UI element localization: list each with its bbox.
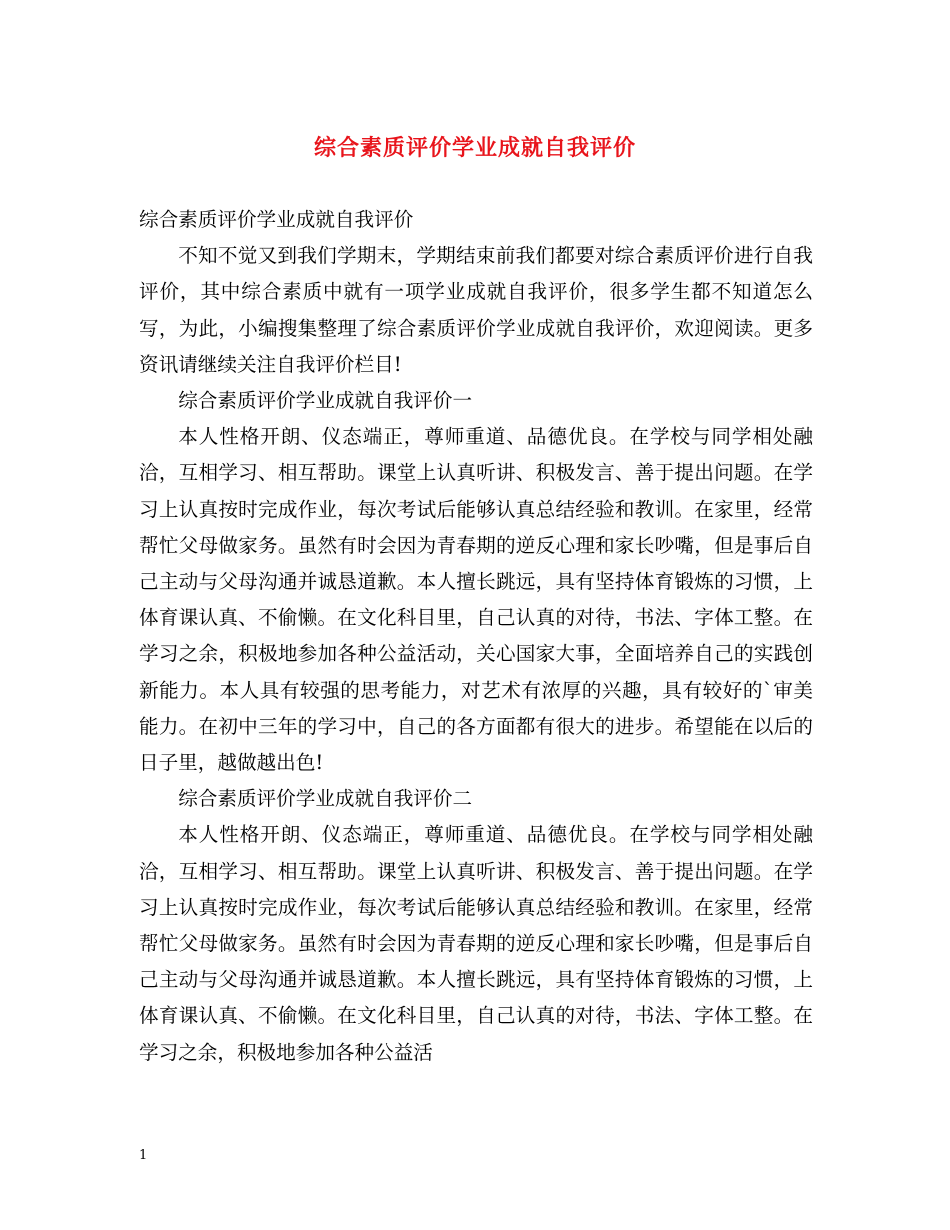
page-number: 1 [139, 1148, 148, 1163]
intro-paragraph: 不知不觉又到我们学期末，学期结束前我们都要对综合素质评价进行自我评价，其中综合素质中就有一项学业成就自我评价，很多学生都不知道怎么写，为此，小编搜集整理了综合素质评价学业成就自我评价，欢迎阅读。更多资讯请继续关注自我评价栏目! [139, 244, 813, 376]
section-two-paragraph: 本人性格开朗、仪态端正，尊师重道、品德优良。在学校与同学相处融洽，互相学习、相互帮助。课堂上认真听讲、积极发言、善于提出问题。在学习上认真按时完成作业，每次考试后能够认真总结经验和教训。在家里，经常帮忙父母做家务。虽然有时会因为青春期的逆反心理和家长吵嘴，但是事后自己主动与父母沟通并诚恳道歉。本人擅长跳远，具有坚持体育锻炼的习惯，上体育课认真、不偷懒。在文化科目里，自己认真的对待，书法、字体工整。在学习之余，积极地参加各种公益活 [139, 823, 813, 1064]
document-body [139, 202, 813, 1071]
section-heading-one: 综合素质评价学业成就自我评价一 [178, 389, 473, 413]
section-heading-two: 综合素质评价学业成就自我评价二 [178, 787, 473, 811]
document-title: 综合素质评价学业成就自我评价 [313, 135, 636, 161]
section-one-paragraph: 本人性格开朗、仪态端正，尊师重道、品德优良。在学校与同学相处融洽，互相学习、相互帮助。课堂上认真听讲、积极发言、善于提出问题。在学习上认真按时完成作业，每次考试后能够认真总结经验和教训。在家里，经常帮忙父母做家务。虽然有时会因为青春期的逆反心理和家长吵嘴，但是事后自己主动与父母沟通并诚恳道歉。本人擅长跳远，具有坚持体育锻炼的习惯，上体育课认真、不偷懒。在文化科目里，自己认真的对待，书法、字体工整。在学习之余，积极地参加各种公益活动，关心国家大事，全面培养自己的实践创新能力。本人具有较强的思考能力，对艺术有浓厚的兴趣，具有较好的`审美能力。在初中三年的学习中，自己的各方面都有很大的进步。希望能在以后的日子里，越做越出色! [139, 425, 813, 775]
body-heading: 综合素质评价学业成就自我评价 [139, 208, 414, 231]
